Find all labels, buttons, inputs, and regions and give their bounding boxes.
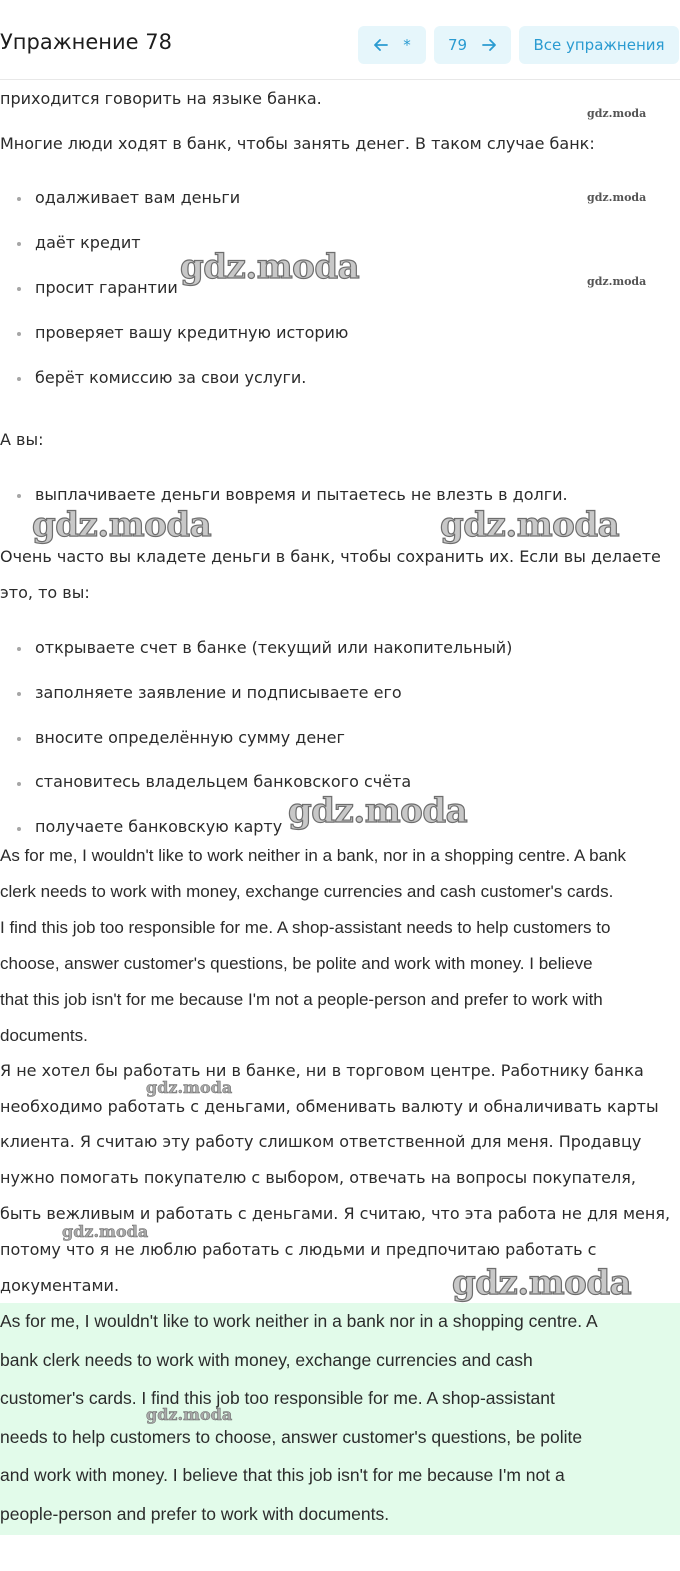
you-label: А вы: <box>0 430 44 449</box>
translation-line: быть вежливым и работать с деньгами. Я считаю, что эта работа не для меня, <box>0 1204 671 1223</box>
highlighted-answer-line: As for me, I wouldn't like to work neither in a bank nor in a shopping centre. A <box>0 1311 598 1331</box>
list-bullet <box>17 494 21 498</box>
list-item: открываете счет в банке (текущий или накопительный) <box>35 638 513 657</box>
translation-line: нужно помогать покупателю с выбором, отвечать на вопросы покупателя, <box>0 1168 636 1187</box>
list-item: просит гарантии <box>35 278 178 297</box>
translation-line: необходимо работать с деньгами, обменивать валюту и обналичивать карты <box>0 1097 659 1116</box>
list-item: проверяет вашу кредитную историю <box>35 323 349 342</box>
paragraph-borrow: Многие люди ходят в банк, чтобы занять денег. В таком случае банк: <box>0 134 595 153</box>
paragraph-save-line: Очень часто вы кладете деньги в банк, чтобы сохранить их. Если вы делаете <box>0 547 661 566</box>
english-answer-line: that this job isn't for me because I'm not a people-person and prefer to work with <box>0 990 603 1009</box>
list-bullet <box>17 692 21 696</box>
prev-exercise-button[interactable] <box>358 26 426 64</box>
watermark: gdz.moda <box>62 1222 149 1241</box>
list-bullet <box>17 242 21 246</box>
all-exercises-button[interactable]: Все упражнения <box>519 26 679 64</box>
translation-line: потому что я не люблю работать с людьми и предпочитаю работать с <box>0 1240 597 1259</box>
watermark: gdz.moda <box>288 791 468 831</box>
list-bullet <box>17 377 21 381</box>
watermark: gdz.moda <box>180 247 360 287</box>
list-bullet <box>17 737 21 741</box>
english-answer-line: clerk needs to work with money, exchange currencies and cash customer's cards. <box>0 882 614 901</box>
list-bullet <box>17 332 21 336</box>
arrow-left-icon <box>373 37 389 53</box>
watermark: gdz.moda <box>452 1263 632 1303</box>
page-header <box>0 0 680 90</box>
prev-exercise-label: * <box>403 36 411 54</box>
list-bullet <box>17 782 21 786</box>
intro-line: приходится говорить на языке банка. <box>0 89 322 108</box>
list-item: даёт кредит <box>35 233 141 252</box>
list-item: одалживает вам деньги <box>35 188 241 207</box>
watermark: gdz.moda <box>146 1405 233 1424</box>
highlighted-answer-line: and work with money. I believe that this job isn't for me because I'm not a <box>0 1465 565 1485</box>
watermark: gdz.moda <box>440 505 620 545</box>
page-title: Упражнение 78 <box>0 30 172 54</box>
english-answer-line: documents. <box>0 1026 88 1045</box>
highlighted-answer-line: needs to help customers to choose, answer customer's questions, be polite <box>0 1427 583 1447</box>
next-exercise-label: 79 <box>447 36 468 54</box>
list-bullet <box>17 287 21 291</box>
list-item: вносите определённую сумму денег <box>35 728 345 747</box>
header-divider <box>0 79 680 80</box>
translation-line: документами. <box>0 1276 120 1295</box>
watermark: gdz.moda <box>32 505 212 545</box>
list-bullet <box>17 827 21 831</box>
watermark: gdz.moda <box>587 275 647 288</box>
list-item: выплачиваете деньги вовремя и пытаетесь не влезть в долги. <box>35 485 568 504</box>
list-item: становитесь владельцем банковского счёта <box>35 772 412 791</box>
highlighted-answer-line: people-person and prefer to work with documents. <box>0 1504 390 1524</box>
list-bullet <box>17 197 21 201</box>
list-item: заполняете заявление и подписываете его <box>35 683 402 702</box>
list-item: получаете банковскую карту <box>35 817 283 836</box>
arrow-right-icon <box>481 37 497 53</box>
english-answer-line: choose, answer customer's questions, be polite and work with money. I believe <box>0 954 593 973</box>
next-exercise-button[interactable] <box>434 26 511 64</box>
list-bullet <box>17 647 21 651</box>
watermark: gdz.moda <box>587 191 647 204</box>
english-answer-line: I find this job too responsible for me. A shop-assistant needs to help customers to <box>0 918 611 937</box>
list-item: берёт комиссию за свои услуги. <box>35 368 307 387</box>
watermark: gdz.moda <box>587 107 647 120</box>
watermark: gdz.moda <box>146 1078 233 1097</box>
english-answer-line: As for me, I wouldn't like to work neither in a bank, nor in a shopping centre. A bank <box>0 846 626 865</box>
highlighted-answer-line: customer's cards. I find this job too responsible for me. A shop-assistant <box>0 1388 555 1408</box>
translation-line: клиента. Я считаю эту работу слишком ответственной для меня. Продавцу <box>0 1132 642 1151</box>
paragraph-save-line: это, то вы: <box>0 583 90 602</box>
translation-line: Я не хотел бы работать ни в банке, ни в торговом центре. Работнику банка <box>0 1061 644 1080</box>
highlighted-answer-box <box>0 1303 680 1535</box>
highlighted-answer-line: bank clerk needs to work with money, exchange currencies and cash <box>0 1350 533 1370</box>
